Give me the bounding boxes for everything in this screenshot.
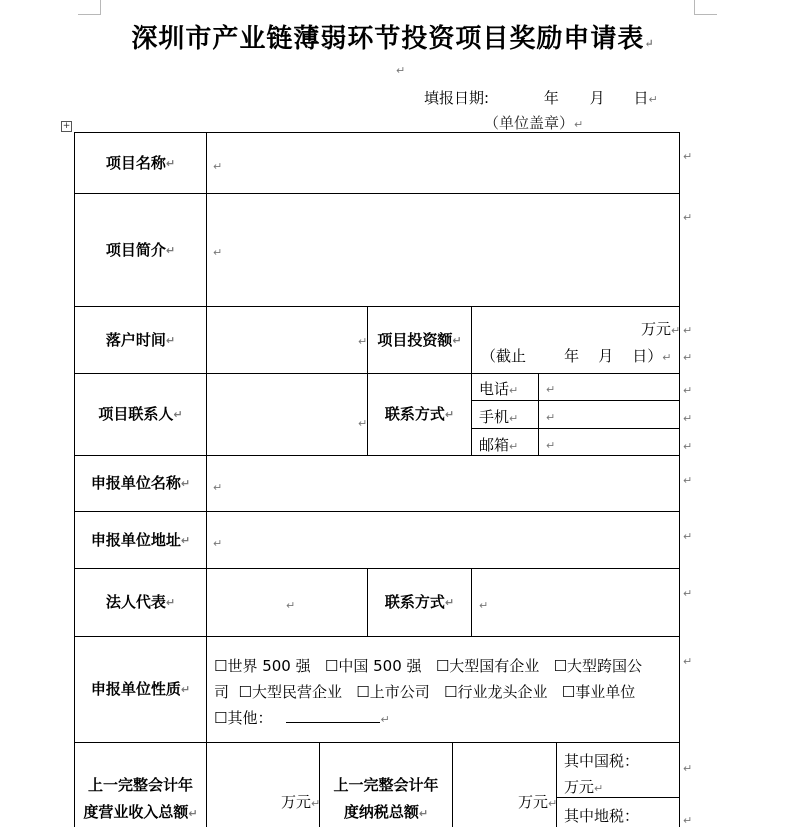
mobile-field[interactable]: ↵ — [546, 411, 556, 424]
row-end-mark: ↵ — [683, 384, 693, 397]
unit-nature-options-line-2[interactable]: 司 ☐大型民营企业 ☐上市公司 ☐行业龙头企业 ☐事业单位 — [214, 683, 636, 701]
investment-deadline[interactable]: （截止 年 月 日）↵ — [481, 347, 672, 365]
row-end-mark: ↵ — [683, 587, 693, 600]
legal-contact-field[interactable]: ↵ — [479, 599, 489, 612]
investment-label: 项目投资额 ↵ — [377, 330, 462, 349]
document-title: 深圳市产业链薄弱环节投资项目奖励申请表↵ — [131, 24, 655, 54]
tax-label — [320, 772, 452, 826]
national-tax-unit[interactable]: 万元↵ — [564, 778, 604, 796]
month-label: 月 — [589, 89, 605, 107]
revenue-label — [75, 772, 206, 826]
mobile-label: 手机↵ — [479, 408, 519, 426]
day-label: 日 — [633, 89, 649, 107]
contact-method-label: 联系方式 ↵ — [384, 405, 455, 423]
email-label: 邮箱↵ — [479, 436, 519, 454]
unit-name-field[interactable]: ↵ — [213, 481, 223, 494]
project-intro-field[interactable]: ↵ — [213, 246, 223, 259]
row-end-mark: ↵ — [683, 351, 693, 364]
fill-date-line: 填报日期: 年 月 日↵ — [424, 89, 658, 107]
other-option-label: ☐其他： — [214, 709, 273, 727]
unit-address-field[interactable]: ↵ — [213, 537, 223, 550]
row-end-mark: ↵ — [683, 440, 693, 453]
project-name-field[interactable]: ↵ — [213, 160, 223, 173]
unit-seal-note: （单位盖章）↵ — [484, 114, 584, 132]
project-name-label: 项目名称 ↵ — [105, 153, 176, 172]
investment-unit: 万元↵ — [641, 320, 681, 338]
national-tax-label: 其中国税： — [564, 752, 640, 770]
tax-label-line-1: 上一完整会计年 — [333, 775, 439, 794]
row-end-mark: ↵ — [683, 762, 693, 775]
phone-field[interactable]: ↵ — [546, 383, 556, 396]
other-blank-line[interactable] — [286, 708, 380, 723]
unit-nature-options-line-1[interactable]: ☐世界 500 强 ☐中国 500 强 ☐大型国有企业 ☐大型跨国公 — [214, 657, 643, 675]
unit-address-label: 申报单位地址 ↵ — [90, 530, 191, 549]
row-end-mark: ↵ — [683, 474, 693, 487]
settle-time-label: 落户时间 ↵ — [105, 330, 176, 349]
contact-person-label: 项目联系人 ↵ — [98, 405, 183, 423]
email-field[interactable]: ↵ — [546, 439, 556, 452]
year-label: 年 — [543, 89, 559, 107]
row-end-mark: ↵ — [683, 655, 693, 668]
phone-label: 电话↵ — [479, 380, 519, 398]
row-end-mark: ↵ — [683, 814, 693, 827]
revenue-unit[interactable]: 万元↵ — [281, 793, 321, 811]
revenue-label-line-1: 上一完整会计年 — [87, 775, 193, 794]
row-end-mark: ↵ — [683, 211, 693, 224]
local-tax-label: 其中地税： — [564, 807, 640, 825]
row-end-mark: ↵ — [683, 530, 693, 543]
tax-label-line-2: 度纳税总额↵ — [343, 802, 429, 821]
legal-rep-label: 法人代表 ↵ — [105, 593, 176, 611]
unit-nature-label: 申报单位性质 ↵ — [90, 680, 191, 698]
row-end-mark: ↵ — [683, 412, 693, 425]
unit-nature-other[interactable]: ☐其他： ↵ — [214, 709, 390, 727]
legal-rep-field[interactable]: ↵ — [286, 599, 296, 612]
table-move-handle-icon[interactable]: + — [62, 121, 71, 131]
project-intro-label: 项目简介 ↵ — [105, 240, 176, 259]
tax-unit[interactable]: 万元↵ — [518, 793, 558, 811]
revenue-label-line-2: 度营业收入总额↵ — [83, 802, 198, 821]
fill-date-label: 填报日期: — [424, 89, 490, 107]
row-end-mark: ↵ — [683, 324, 693, 337]
settle-time-field[interactable]: ↵ — [358, 335, 368, 348]
paragraph-mark: ↵ — [396, 64, 406, 77]
contact-person-field[interactable]: ↵ — [358, 417, 368, 430]
unit-name-label: 申报单位名称 ↵ — [90, 474, 191, 492]
legal-contact-label: 联系方式 ↵ — [384, 593, 455, 611]
row-end-mark: ↵ — [683, 150, 693, 163]
